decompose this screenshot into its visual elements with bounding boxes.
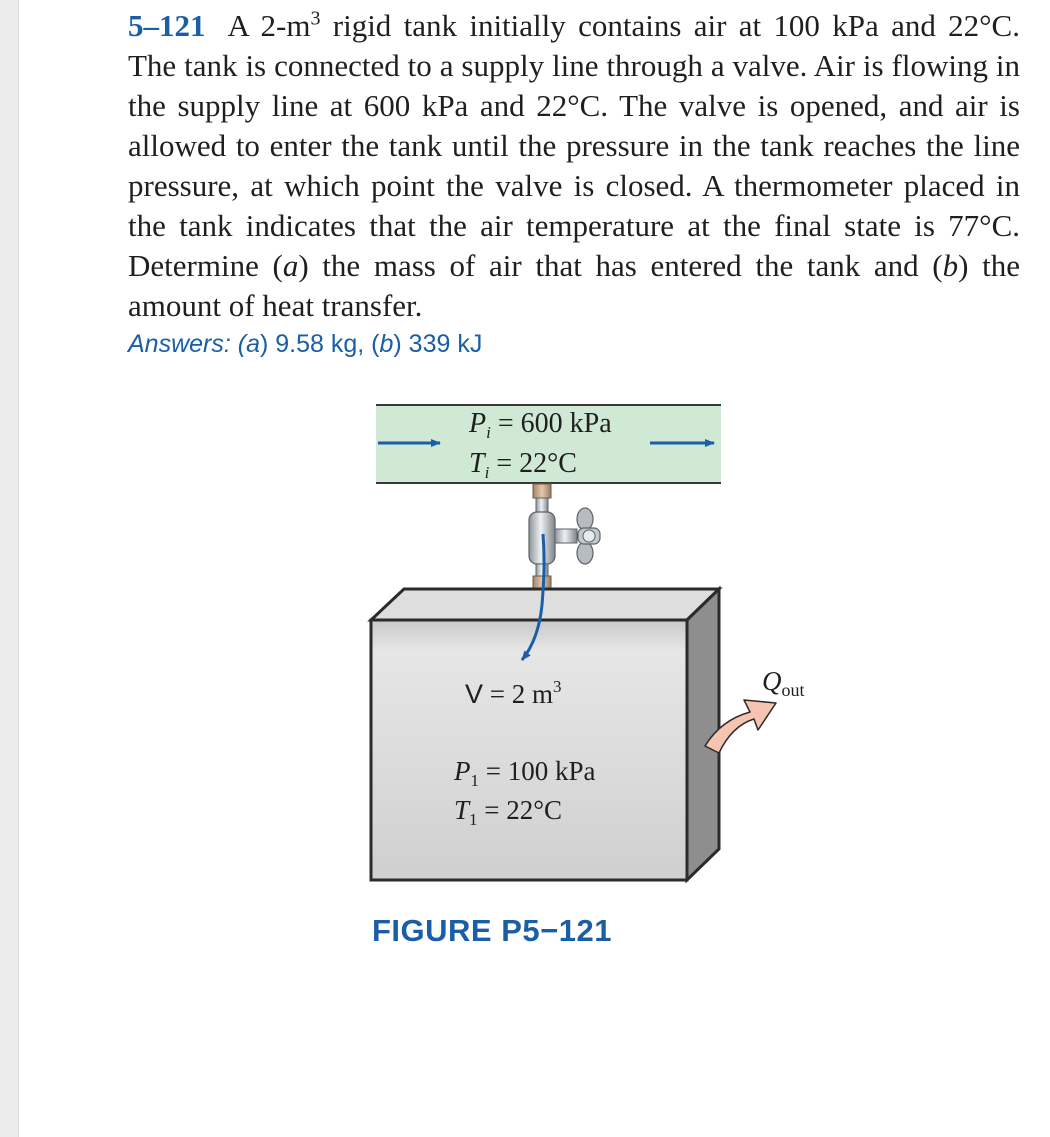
tank-pressure-label: $P_1 = 100$ kPa (454, 756, 596, 790)
answers-a-value: ) 9.58 kg, ( (260, 330, 380, 358)
problem-text-sup: 3 (310, 7, 321, 30)
problem-part-b: b (942, 248, 959, 283)
figure-caption: FIGURE P5−121 (372, 913, 612, 948)
tank-temperature-label: $T_1 = 22^\circ C$ (454, 795, 563, 829)
supply-temperature-label: $T_i = 22^\circ C$ (469, 448, 577, 482)
tank-front-face (371, 620, 687, 880)
problem-part-a: a (282, 248, 299, 283)
answers-b-label: b (379, 330, 394, 358)
heat-out-label: $Q_{out}$ (762, 666, 805, 700)
problem-number: 5–121 (128, 8, 206, 43)
problem-text-4: ) the amount of heat transfer. (128, 248, 1020, 323)
problem-text-2: rigid tank initially contains air at 100 kPa and 22°C. The tank is connected to a supply line through a valve. Air is flowing in the supply line at 600 kPa and 22°C. The valve is opened, and air is allowed to enter the tank until the pressure in the tank reaches the line pressure, at which point the valve is closed. A thermometer placed in the tank indicates that the air temperature at the final state is 77°C. Determine ( (128, 8, 1020, 283)
answers-b-value: ) 339 kJ (393, 330, 483, 358)
valve-icon (529, 484, 600, 590)
tank-volume-label: V = 2 $m^3$ (465, 677, 562, 709)
tank-top-face (371, 589, 719, 620)
problem-text-1: A 2-m (227, 8, 311, 43)
answers-a-label: a (246, 330, 260, 358)
answers-prefix: Answers: ( (128, 330, 247, 358)
problem-text-3: ) the mass of air that has entered the tank and ( (298, 248, 943, 283)
supply-pressure-label: $P_i = 600$ kPa (469, 408, 612, 442)
